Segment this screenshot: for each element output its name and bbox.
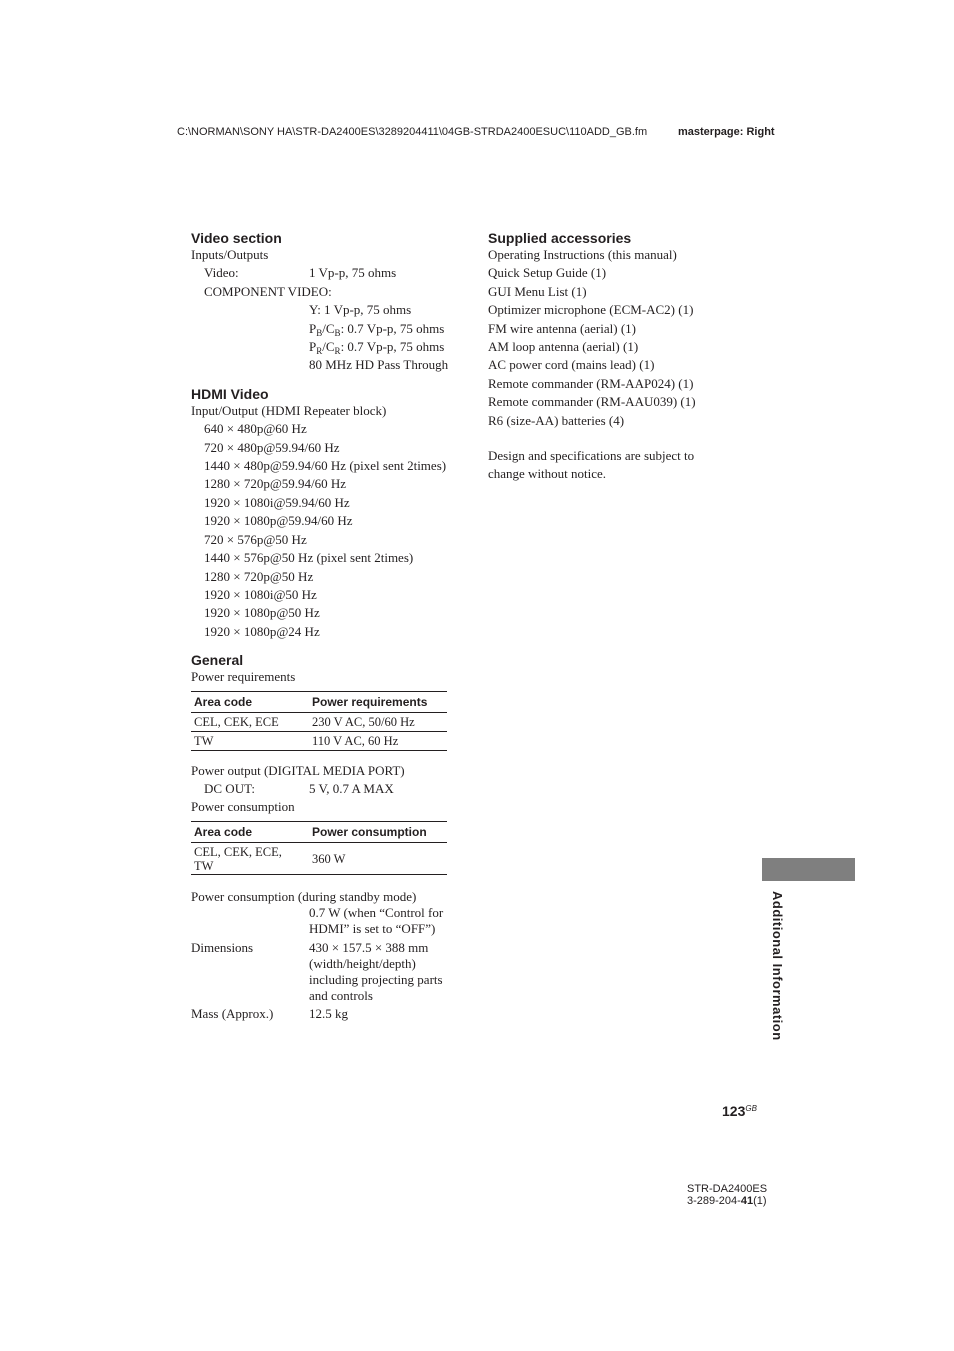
power-consumption-table [191,821,447,875]
side-tab-label: Additional Information [770,891,785,1041]
dc-out-value: 5 V, 0.7 A MAX [309,780,394,796]
hdmi-format: 1440 × 576p@50 Hz (pixel sent 2times) [204,550,414,566]
table-row [191,731,447,750]
dimensions-label: Dimensions [191,939,254,955]
accessory-item: GUI Menu List (1) [488,283,587,299]
inputs-outputs-label: Inputs/Outputs [191,247,269,262]
accessory-item: Quick Setup Guide (1) [488,265,607,281]
spec-notice: Design and specifications are subject to [488,448,695,464]
video-section-heading: Video section [191,230,282,246]
page-number-suffix: GB [745,1104,757,1113]
table-header: Area code [191,821,309,842]
table-row [191,842,447,874]
component-video-label: COMPONENT VIDEO: [204,283,332,299]
hdmi-format: 1920 × 1080p@50 Hz [204,605,320,621]
video-label: Video: [204,265,239,281]
hdmi-format: 1920 × 1080p@24 Hz [204,623,320,639]
hdmi-intro: Input/Output (HDMI Repeater block) [191,402,387,418]
dc-out-row [191,780,471,798]
standby-label: Power consumption (during standby mode) [191,888,417,904]
accessory-item: R6 (size-AA) batteries (4) [488,412,625,428]
table-cell: CEL, CEK, ECE [191,712,309,731]
accessories-heading: Supplied accessories [488,230,632,246]
component-pr-value: $P_R/C_R$: 0.7 Vp-p, 75 ohms [309,339,445,357]
left-column [191,230,471,1022]
dimensions-value: (width/height/depth) [309,955,416,971]
hdmi-format: 1280 × 720p@50 Hz [204,568,314,584]
header-masterpage: masterpage: Right [678,126,775,138]
footer-model: STR-DA2400ES [687,1183,768,1195]
standby-value: HDMI” is set to “OFF”) [309,920,436,936]
accessory-item: Optimizer microphone (ECM-AC2) (1) [488,302,694,318]
mass-label: Mass (Approx.) [191,1005,274,1021]
footer-model-code [687,1183,767,1207]
accessory-item: AM loop antenna (aerial) (1) [488,339,639,355]
hdmi-format: 1920 × 1080i@50 Hz [204,586,317,602]
hdmi-format: 720 × 480p@59.94/60 Hz [204,439,340,455]
table-cell: CEL, CEK, ECE, TW [191,842,309,874]
side-tab-marker [762,858,855,881]
dimensions-value: including projecting parts [309,971,443,987]
table-header: Area code [191,691,309,712]
spec-notice: change without notice. [488,466,607,482]
accessory-item: Remote commander (RM-AAU039) (1) [488,394,696,410]
accessory-item: Operating Instructions (this manual) [488,247,677,262]
table-cell: 230 V AC, 50/60 Hz [309,712,447,731]
accessory-item: FM wire antenna (aerial) (1) [488,320,636,336]
standby-value: 0.7 W (when “Control for [309,904,444,920]
hdmi-format: 1920 × 1080i@59.94/60 Hz [204,494,350,510]
power-output-label: Power output (DIGITAL MEDIA PORT) [191,762,405,778]
table-header-row [191,821,447,842]
dc-out-label: DC OUT: [204,780,255,796]
component-pb-value: $P_B/C_B$: 0.7 Vp-p, 75 ohms [309,320,445,338]
table-cell: 110 V AC, 60 Hz [309,731,447,750]
header-file-path: C:\NORMAN\SONY HA\STR-DA2400ES\3289204411\04GB-STRDA2400ESUC\110ADD_GB.fm [177,126,648,138]
hdmi-format: 640 × 480p@60 Hz [204,421,307,437]
power-consumption-label: Power consumption [191,799,295,815]
hdmi-format: 1920 × 1080p@59.94/60 Hz [204,513,353,529]
hdmi-format: 1440 × 480p@59.94/60 Hz (pixel sent 2times) [204,458,447,474]
footer-code: 3-289-204-41(1) [687,1195,767,1207]
accessory-item: AC power cord (mains lead) (1) [488,357,655,373]
standby-block [191,889,471,1022]
page-number: $123^{GB}$ [722,1103,757,1119]
hd-pass-through: 80 MHz HD Pass Through [309,357,449,373]
table-header: Power consumption [309,821,447,842]
dimensions-value: 430 × 157.5 × 388 mm [309,939,429,955]
dimensions-row [191,940,471,956]
table-cell: 360 W [309,842,447,874]
video-value: 1 Vp-p, 75 ohms [309,265,397,281]
table-cell: TW [191,731,309,750]
mass-row [191,1006,471,1022]
power-requirements-table [191,691,447,751]
table-row [191,712,447,731]
hdmi-format: 720 × 576p@50 Hz [204,531,307,547]
video-spec-row [191,264,471,282]
dimensions-value: and controls [309,987,373,1003]
component-y-value: Y: 1 Vp-p, 75 ohms [309,302,412,318]
right-column [488,230,738,484]
hdmi-video-heading: HDMI Video [191,385,269,402]
mass-value: 12.5 kg [309,1005,348,1021]
power-requirements-label: Power requirements [191,669,296,685]
hdmi-format: 1280 × 720p@59.94/60 Hz [204,476,347,492]
accessory-item: Remote commander (RM-AAP024) (1) [488,375,694,391]
table-header: Power requirements [309,691,447,712]
general-heading: General [191,652,244,669]
table-header-row [191,691,447,712]
